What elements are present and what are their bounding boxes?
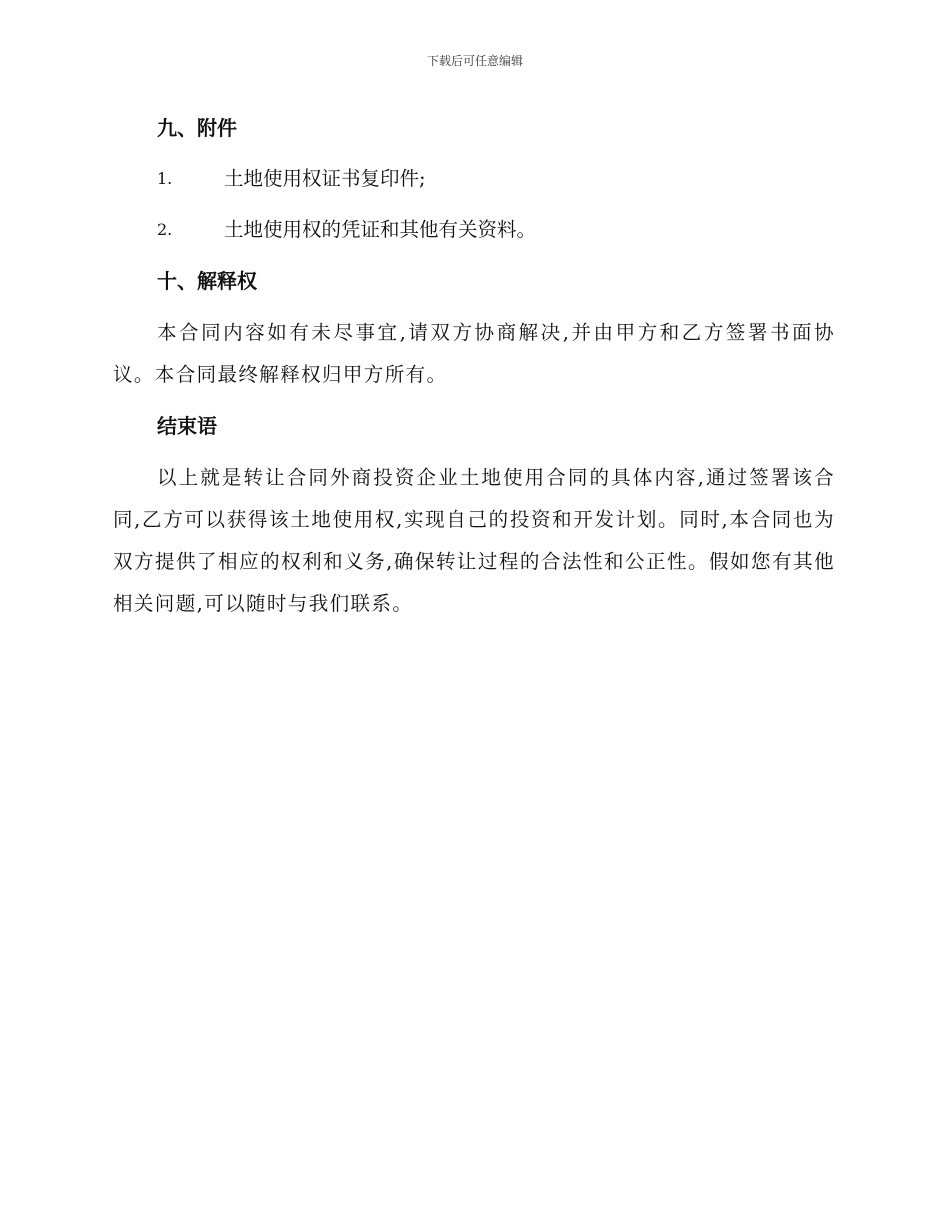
section-heading-interpretation: 十、解释权	[157, 269, 257, 293]
conclusion-paragraph: 以上就是转让合同外商投资企业土地使用合同的具体内容,通过签署该合同,乙方可以获得该土地使用权,实现自己的投资和开发计划。同时,本合同也为双方提供了相应的权利和义务,确保转让过程的合法性和公正性。假如您有其他相关问题,可以随时与我们联系。	[113, 466, 835, 615]
section-heading-attachments: 九、附件	[157, 116, 237, 140]
page-header: 下载后可任意编辑	[426, 54, 523, 68]
list-number: 2.	[157, 220, 173, 239]
interpretation-paragraph: 本合同内容如有未尽事宜,请双方协商解决,并由甲方和乙方签署书面协议。本合同最终解释权归甲方所有。	[113, 321, 835, 386]
list-number: 1.	[157, 169, 173, 188]
attachment-item-1	[113, 159, 835, 199]
list-item-text: 土地使用权证书复印件;	[224, 167, 426, 190]
document-body	[113, 108, 835, 635]
section-heading-conclusion: 结束语	[157, 414, 217, 438]
attachment-item-2	[113, 210, 835, 250]
list-item-text: 土地使用权的凭证和其他有关资料。	[224, 218, 537, 241]
